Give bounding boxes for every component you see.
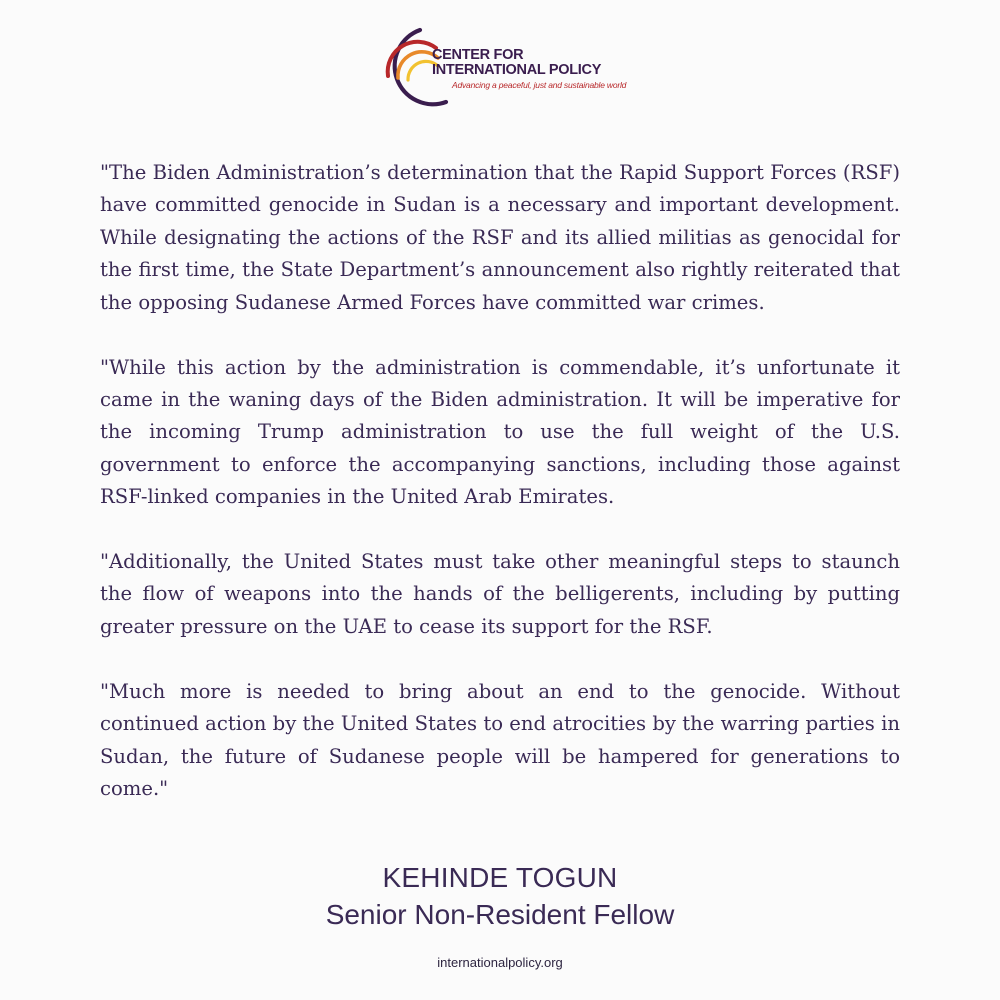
statement-paragraph-3: "Additionally, the United States must take other meaningful steps to staunch the flow of weapons into the hands of the belligerents, including by putting greater pressure on the UAE to cease its support for the RSF. <box>100 550 900 638</box>
author-name: KEHINDE TOGUN <box>382 862 618 893</box>
logo-tagline: Advancing a peaceful, just and sustainable world <box>452 80 627 90</box>
logo-line-1: CENTER FOR <box>432 47 524 63</box>
statement-paragraph-4: "Much more is needed to bring about an end to the genocide. Without continued action by the United States to end atrocities by the warring parties in Sudan, the future of Sudanese people will be hampered for generations to come." <box>100 679 900 800</box>
website-url: internationalpolicy.org <box>437 955 563 970</box>
logo-line-2: INTERNATIONAL POLICY <box>432 62 602 78</box>
logo-wordmark <box>432 48 601 78</box>
author-title: Senior Non-Resident Fellow <box>325 899 675 930</box>
cip-logo <box>376 26 636 108</box>
statement-paragraph-1: "The Biden Administration’s determination that the Rapid Support Forces (RSF) have committed genocide in Sudan is a necessary and important development. While designating the actions of the RSF and its allied militias as genocidal for the first time, the State Department’s announcement also rightly reiterated that the opposing Sudanese Armed Forces have committed war crimes. <box>100 161 900 314</box>
statement-body <box>100 157 900 838</box>
statement-paragraph-2: "While this action by the administration is commendable, it’s unfortunate it came in the waning days of the Biden administration. It will be imperative for the incoming Trump administration to use the full weight of the U.S. government to enforce the accompanying sanctions, including those against RSF-linked companies in the United Arab Emirates. <box>100 355 900 509</box>
